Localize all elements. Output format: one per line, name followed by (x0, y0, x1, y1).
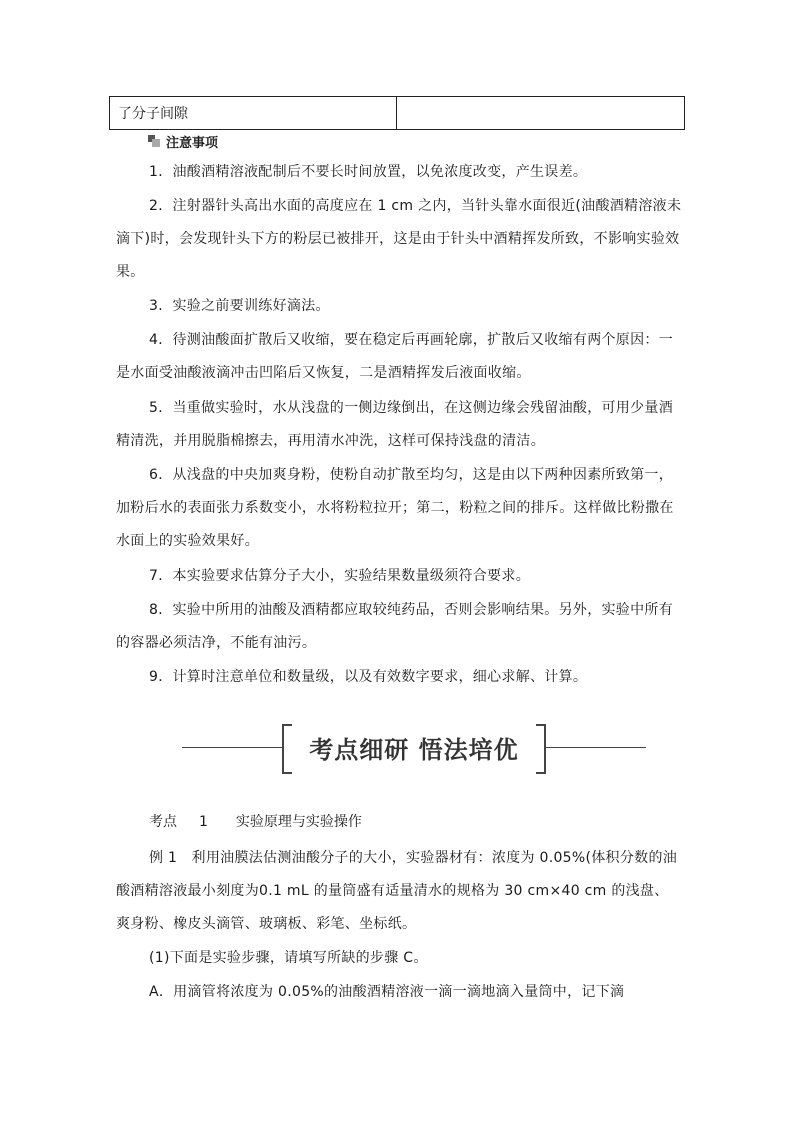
continuation-table (109, 96, 685, 130)
note-item-3: 3．实验之前要训练好滴法。 (149, 298, 330, 314)
step-a: A．用滴管将浓度为 0.05%的油酸酒精溶液一滴一滴地滴入量筒中，记下滴 (149, 984, 625, 1000)
banner-rule-right (546, 747, 646, 748)
notes-header-label: 注意事项 (166, 135, 219, 151)
topic-title: 实验原理与实验操作 (235, 814, 362, 830)
topic-heading (149, 810, 362, 834)
note-item-9: 9．计算时注意单位和数量级，以及有效数字要求，细心求解、计算。 (149, 669, 588, 685)
table-cell: 了分子间隙 (110, 97, 397, 130)
topic-number: 1 (199, 814, 208, 830)
banner-box (282, 720, 546, 774)
note-item-6: 6．从浅盘的中央加爽身粉，使粉自动扩散至均匀，这是由以下两种因素所致第一，加粉后水的表面张力系数变小，水将粉粒拉开；第二，粉粒之间的排斥。这样做比粉撒在水面上的实验效果好。 (116, 467, 674, 549)
notes-header (148, 132, 218, 150)
note-item-8: 8．实验中所用的油酸及酒精都应取较纯药品，否则会影响结果。另外，实验中所有的容器必须洁净，不能有油污。 (116, 602, 674, 651)
note-item-2: 2．注射器针头高出水面的高度应在 1 cm 之内，当针头靠水面很近(油酸酒精溶液未滴下)时，会发现针头下方的粉层已被排开，这是由于针头中酒精挥发所致，不影响实验效果。 (116, 198, 682, 280)
note-item-1: 1．油酸酒精溶液配制后不要长时间放置，以免浓度改变，产生误差。 (149, 164, 588, 180)
question-1: (1)下面是实验步骤，请填写所缺的步骤 C。 (149, 950, 428, 966)
example-intro: 例 1 利用油膜法估测油酸分子的大小，实验器材有：浓度为 0.05%(体积分数的油酸酒精溶液最小刻度为0.1 mL 的量筒盛有适量清水的规格为 30 cm×40 cm 的浅盘、爽身粉、橡皮头滴管、玻璃板、彩笔、坐标纸。 (116, 850, 678, 932)
table-row (110, 97, 685, 130)
banner-title: 考点细研 悟法培优 (309, 735, 519, 764)
note-item-4: 4．待测油酸面扩散后又收缩，要在稳定后再画轮廓，扩散后又收缩有两个原因：一是水面受油酸液滴冲击凹陷后又恢复，二是酒精挥发后液面收缩。 (116, 332, 674, 381)
topic-label: 考点 (149, 814, 177, 830)
section-banner (182, 720, 646, 774)
section-marker-icon (148, 135, 160, 147)
note-item-5: 5．当重做实验时，水从浅盘的一侧边缘倒出，在这侧边缘会残留油酸，可用少量酒精清洗，并用脱脂棉擦去，再用清水冲洗，这样可保持浅盘的清洁。 (116, 400, 674, 449)
note-item-7: 7．本实验要求估算分子大小，实验结果数量级须符合要求。 (149, 568, 531, 584)
table-cell (397, 97, 685, 130)
banner-rule-left (182, 747, 282, 748)
